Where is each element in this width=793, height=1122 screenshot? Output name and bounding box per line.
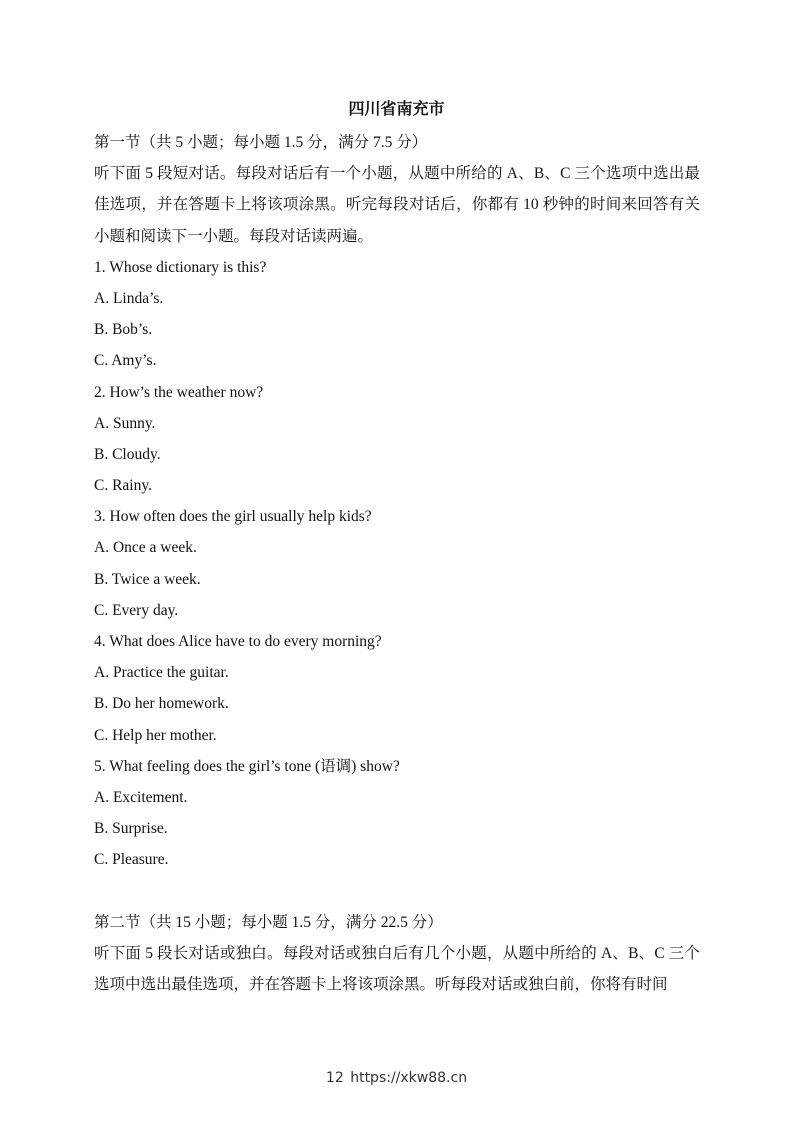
document-body: [94, 127, 700, 1000]
option-a: A. Practice the guitar.: [94, 664, 229, 682]
question-4: [94, 626, 700, 751]
option-a: A. Once a week.: [94, 539, 197, 557]
section2-heading: 第二节（共 15 小题；每小题 1.5 分，满分 22.5 分）: [94, 913, 443, 931]
option-b: B. Surprise.: [94, 820, 168, 838]
question-stem: 5. What feeling does the girl’s tone (语调) show?: [94, 757, 400, 775]
option-a: A. Linda’s.: [94, 289, 164, 307]
option-c: C. Help her mother.: [94, 726, 217, 744]
question-1: [94, 252, 700, 377]
section2-instructions: 听下面 5 段长对话或独白。每段对话或独白后有几个小题，从题中所给的 A、B、C 三个选项中选出最佳选项，并在答题卡上将该项涂黑。听每段对话或独白前，你将有时间: [94, 944, 700, 994]
question-stem: 3. How often does the girl usually help kids?: [94, 508, 372, 526]
option-c: C. Pleasure.: [94, 851, 169, 869]
section-spacer: [94, 876, 700, 907]
page-title: 四川省南充市: [348, 101, 445, 118]
page-number: 12: [325, 1070, 344, 1086]
option-a: A. Sunny.: [94, 414, 156, 432]
option-c: C. Rainy.: [94, 477, 152, 495]
option-a: A. Excitement.: [94, 788, 188, 806]
question-3: [94, 501, 700, 626]
option-c: C. Every day.: [94, 601, 179, 619]
option-b: B. Cloudy.: [94, 445, 161, 463]
question-stem: 4. What does Alice have to do every morning?: [94, 633, 382, 651]
section1-heading: 第一节（共 5 小题；每小题 1.5 分，满分 7.5 分）: [94, 134, 428, 151]
question-stem: 2. How’s the weather now?: [94, 383, 264, 401]
option-b: B. Bob’s.: [94, 321, 153, 339]
question-5: [94, 751, 700, 876]
question-2: [94, 377, 700, 502]
section1-instructions: 听下面 5 段短对话。每段对话后有一个小题，从题中所给的 A、B、C 三个选项中选出最佳选项，并在答题卡上将该项涂黑。听完每段对话后，你都有 10 秒钟的时间来回答有关小题和阅读下一小题。每段对话读两遍。: [94, 165, 700, 245]
question-stem: 1. Whose dictionary is this?: [94, 258, 267, 276]
option-c: C. Amy’s.: [94, 352, 157, 370]
option-b: B. Do her homework.: [94, 695, 229, 713]
page-footer: [0, 1070, 793, 1086]
option-b: B. Twice a week.: [94, 570, 201, 588]
footer-url[interactable]: https://xkw88.cn: [350, 1070, 468, 1086]
